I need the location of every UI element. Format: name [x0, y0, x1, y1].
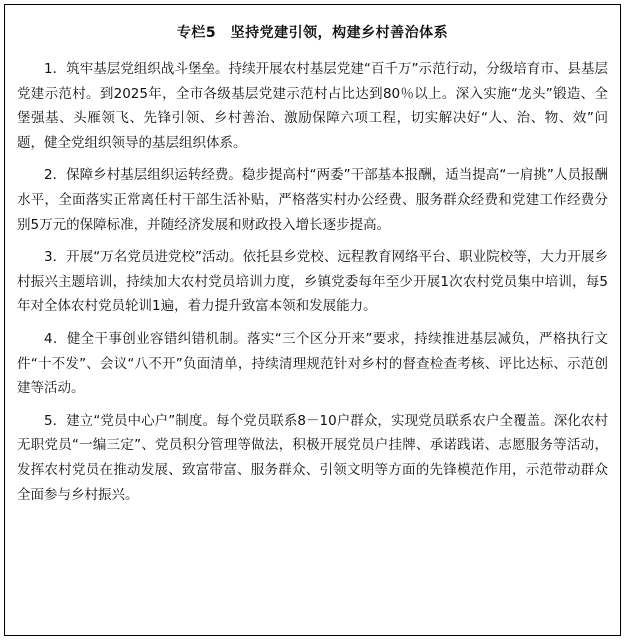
column-box [4, 4, 621, 636]
paragraph-3: 3．开展“万名党员进党校”活动。依托县乡党校、远程教育网络平台、职业院校等，大力开展乡村振兴主题培训，持续加大农村党员培训力度，乡镇党委每年至少开展1次农村党员集中培训，每5年对全体农村党员轮训1遍，着力提升致富本领和发展能力。 [17, 249, 608, 315]
column-title: 专栏5 坚持党建引领，构建乡村善治体系 [176, 25, 449, 41]
paragraph-1: 1．筑牢基层党组织战斗堡垒。持续开展农村基层党建“百千万”示范行动，分级培育市、县基层党建示范村。到2025年，全市各级基层党建示范村占比达到80％以上。深入实施“龙头”锻造、全堡强基、头雁领飞、先锋引领、乡村善治、激励保障六项工程，切实解决好“人、治、物、效”问题，健全党组织领导的基层组织体系。 [17, 61, 608, 151]
paragraph-4: 4．健全干事创业容错纠错机制。落实“三个区分开来”要求，持续推进基层减负，严格执行文件“十不发”、会议“八不开”负面清单，持续清理规范针对乡村的督查检查考核、评比达标、示范创建等活动。 [17, 330, 608, 397]
paragraph-2: 2．保障乡村基层组织运转经费。稳步提高村“两委”干部基本报酬，适当提高“一肩挑”人员报酬水平，全面落实正常离任村干部生活补贴，严格落实村办公经费、服务群众经费和党建工作经费分别5万元的保障标准，并随经济发展和财政投入增长逐步提高。 [17, 167, 608, 233]
paragraph-5: 5．建立“党员中心户”制度。每个党员联系8－10户群众，实现党员联系农户全覆盖。深化农村无职党员“一编三定”、党员积分管理等做法，积极开展党员户挂牌、承诺践诺、志愿服务等活动，发挥农村党员在推动发展、致富带富、服务群众、引领文明等方面的先锋模范作用，示范带动群众全面参与乡村振兴。 [17, 412, 608, 503]
